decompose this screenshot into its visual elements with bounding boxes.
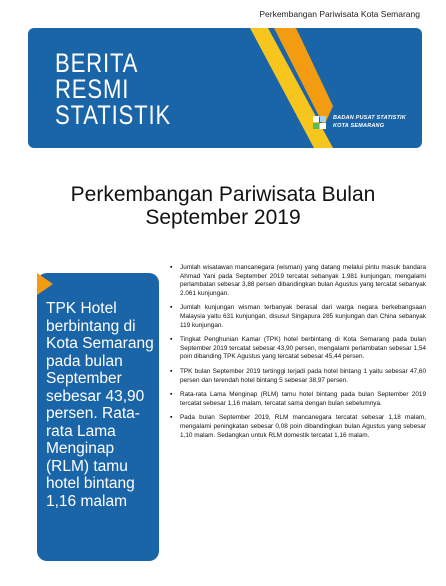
bullet-icon: ▪ [170, 367, 173, 375]
summary-bullet-item [170, 336, 426, 362]
bps-logo-line1: BADAN PUSAT STATISTIK [333, 115, 406, 121]
highlight-flag-icon [37, 273, 53, 295]
berita-resmi-statistik-banner [28, 28, 422, 148]
bps-logo-line2: KOTA SEMARANG [333, 122, 385, 129]
bps-logo [306, 112, 416, 134]
summary-bullet-item [170, 414, 426, 440]
banner-word-statistik: STATISTIK [55, 100, 172, 130]
summary-bullet-item [170, 368, 426, 385]
highlight-text: TPK Hotel berbintang di Kota Semarang pada bulan September sebesar 43,90 persen. Rata-rata Lama Menginap (RLM) tamu hotel bintang 1,16 malam [46, 300, 154, 510]
summary-bullet-item [170, 264, 426, 298]
bps-logo-icon [306, 114, 328, 132]
summary-bullet-list [170, 264, 426, 446]
summary-bullet-text: Tingkat Penghunian Kamar (TPK) hotel berbintang di Kota Semarang pada bulan September 2019 tercatat sebesar 43,90 persen, mengalami perlambatan sebesar 1,54 poin dibanding TPK Agustus yang tercatat sebesar 45,44 persen. [180, 336, 426, 361]
page-title [20, 183, 426, 229]
bps-logo-text [333, 115, 406, 130]
summary-bullet-text: Rata-rata Lama Menginap (RLM) tamu hotel bintang pada bulan September 2019 tercatat sebesar 1,16 malam, tercatat sama dengan bulan sebelumnya. [180, 391, 426, 407]
bullet-icon: ▪ [170, 336, 173, 344]
banner-word-berita: BERITA [55, 48, 139, 78]
bullet-icon: ▪ [170, 414, 173, 422]
summary-bullet-item [170, 391, 426, 408]
document-header-title: Perkembangan Pariwisata Kota Semarang [259, 9, 420, 19]
summary-bullet-text: Jumlah wisatawan mancanegara (wisman) yang datang melalui pintu masuk bandara Ahmad Yani pada September 2019 tercatat sebanyak 1.981 kunjungan, mengalami perlambatan sebesar 3,88 persen dibandingkan bulan Agustus yang tercatat sebanyak 2.061 kunjungan. [180, 264, 426, 297]
summary-bullet-text: Pada bulan September 2019, RLM mancanegara tercatat sebesar 1,18 malam, mengalami peningkatan sebesar 0,08 poin dibandingkan bulan Agustus yang sebesar 1,10 malam. Sedangkan untuk RLM domestik tercatat 1,16 malam. [180, 414, 426, 439]
bullet-icon: ▪ [170, 391, 173, 399]
summary-bullet-text: Jumlah kunjungan wisman terbanyak berasal dari warga negara berkebangsaan Malaysia yaitu 631 kunjungan, disusul Singapura 285 kunjungan dan China sebanyak 119 kunjungan. [180, 304, 426, 329]
banner-word-resmi: RESMI [55, 74, 130, 104]
summary-bullet-item [170, 304, 426, 330]
bullet-icon: ▪ [170, 304, 173, 312]
summary-bullet-text: TPK bulan September 2019 tertinggi terjadi pada hotel bintang 1 yaitu sebesar 47,60 persen dan terendah hotel bintang 5 sebesar 38,97 persen. [180, 367, 426, 384]
page-title-line2: September 2019 [145, 206, 301, 229]
page-title-line1: Perkembangan Pariwisata Bulan [70, 183, 376, 206]
bullet-icon: ▪ [170, 264, 173, 271]
